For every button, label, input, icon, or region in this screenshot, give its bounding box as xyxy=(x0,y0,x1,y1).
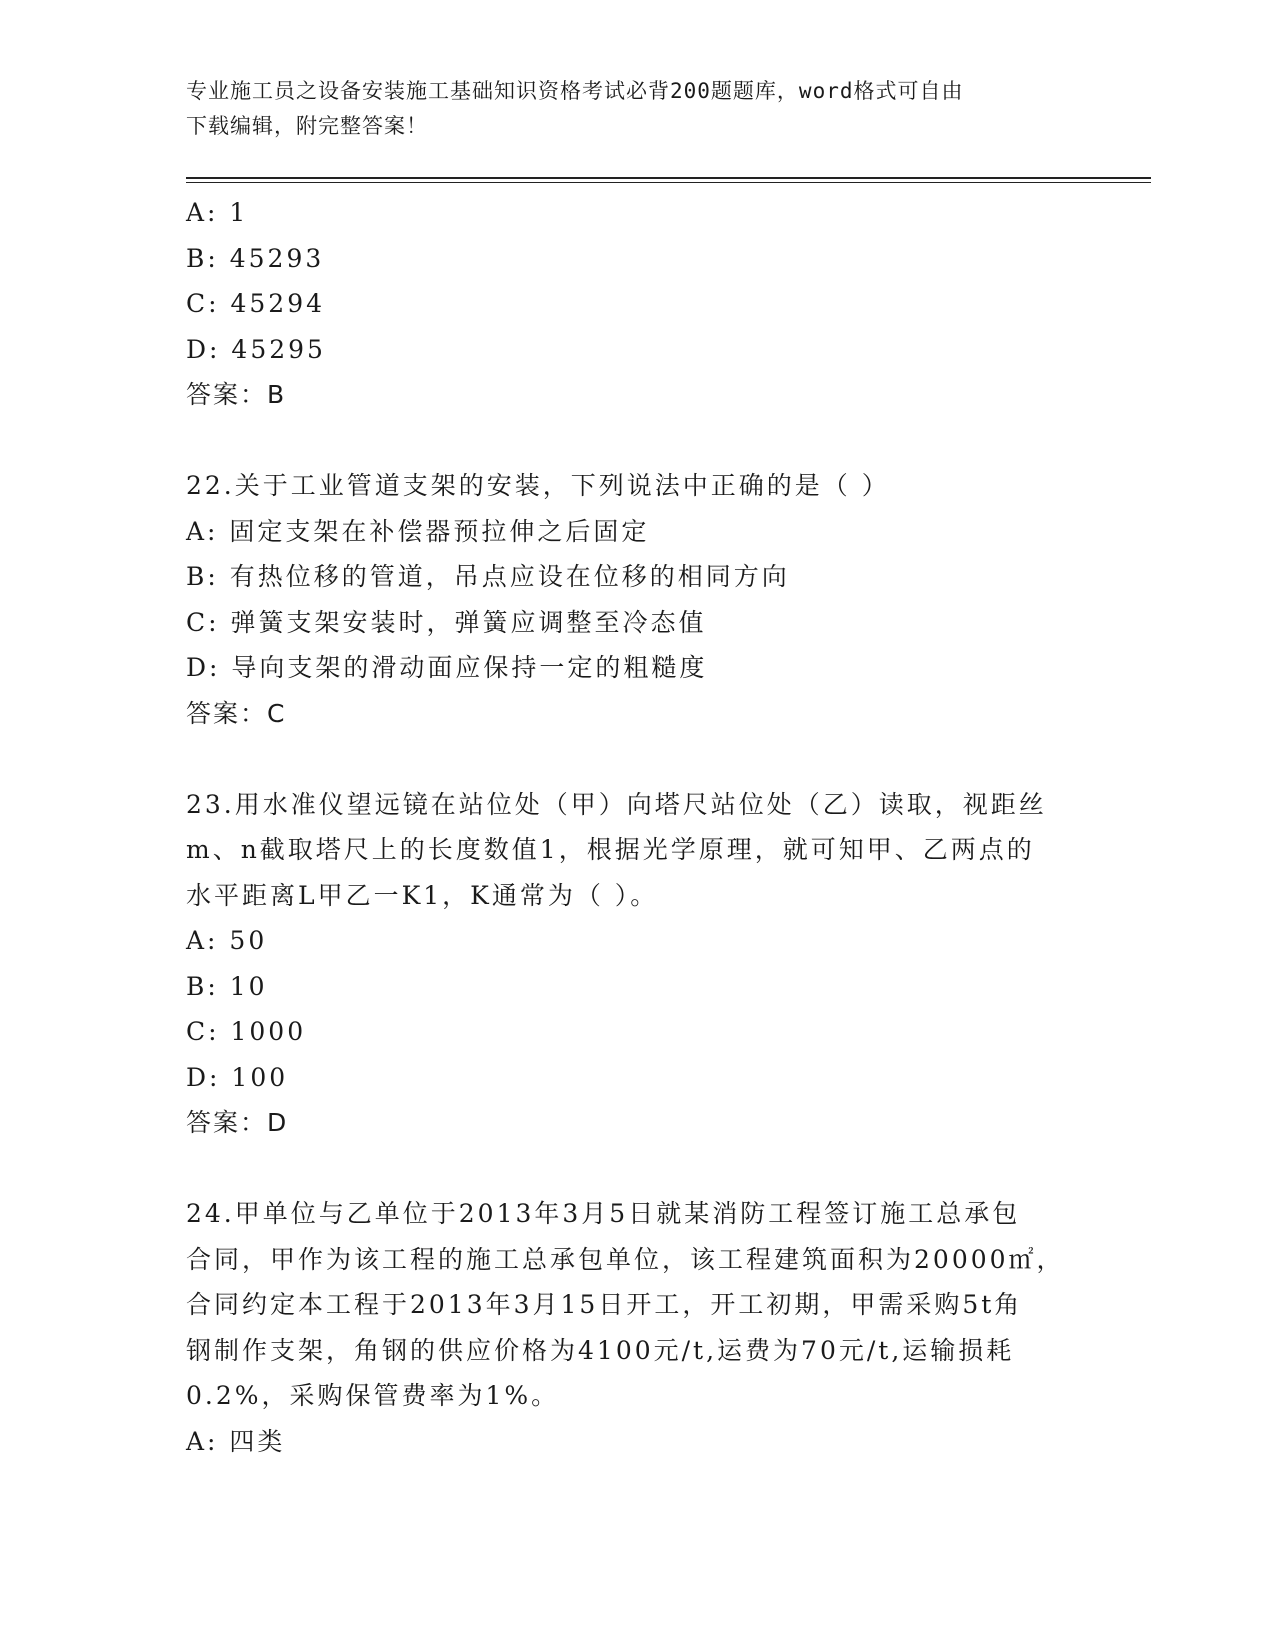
option-a: A: 50 xyxy=(186,926,268,955)
spacer xyxy=(186,736,1086,782)
question-text-line-2: 合同，甲作为该工程的施工总承包单位，该工程建筑面积为20000㎡， xyxy=(186,1244,1065,1274)
question-text-line-2: m、n截取塔尺上的长度数值1，根据光学原理，就可知甲、乙两点的 xyxy=(186,835,1035,864)
header-line-1: 专业施工员之设备安装施工基础知识资格考试必背200题题库，word格式可自由 xyxy=(186,79,964,103)
option-b: B: 有热位移的管道，吊点应设在位移的相同方向 xyxy=(186,562,790,591)
answer-line: 答案：C xyxy=(186,698,287,728)
question-22 xyxy=(186,463,1086,736)
document-header xyxy=(186,74,1066,144)
question-list xyxy=(186,190,1086,1464)
question-23 xyxy=(186,782,1086,1146)
option-a: A: 四类 xyxy=(186,1426,286,1456)
option-b: B: 10 xyxy=(186,971,268,1001)
option-c: C: 弹簧支架安装时，弹簧应调整至冷态值 xyxy=(186,607,707,637)
question-text-line-1: 24.甲单位与乙单位于2013年3月5日就某消防工程签订施工总承包 xyxy=(186,1199,1021,1228)
option-c: C: 1000 xyxy=(186,1017,307,1046)
question-text-line-5: 0.2%，采购保管费率为1%。 xyxy=(186,1381,560,1410)
question-text-line-3: 合同约定本工程于2013年3月15日开工，开工初期，甲需采购5t角 xyxy=(186,1290,1023,1319)
option-d: D: 45295 xyxy=(186,334,326,364)
question-text-line-3: 水平距离L甲乙一K1，K通常为（ ）。 xyxy=(186,880,659,910)
header-divider-thick xyxy=(186,177,1151,179)
question-text: 22.关于工业管道支架的安装，下列说法中正确的是（ ） xyxy=(186,471,890,500)
header-divider-thin xyxy=(186,182,1151,183)
question-text-line-4: 钢制作支架，角钢的供应价格为4100元/t,运费为70元/t,运输损耗 xyxy=(186,1335,1015,1365)
option-d: D: 100 xyxy=(186,1062,289,1092)
option-b: B: 45293 xyxy=(186,243,325,273)
option-c: C: 45294 xyxy=(186,289,326,318)
answer-line: 答案：D xyxy=(186,1108,289,1137)
option-a: A: 1 xyxy=(186,198,249,227)
question-21 xyxy=(186,190,1086,418)
question-24 xyxy=(186,1191,1086,1464)
header-line-2: 下载编辑，附完整答案！ xyxy=(186,114,428,138)
option-a: A: 固定支架在补偿器预拉伸之后固定 xyxy=(186,516,650,546)
option-d: D: 导向支架的滑动面应保持一定的粗糙度 xyxy=(186,653,708,682)
spacer xyxy=(186,418,1086,464)
answer-line: 答案：B xyxy=(186,380,287,409)
question-text-line-1: 23.用水准仪望远镜在站位处（甲）向塔尺站位处（乙）读取，视距丝 xyxy=(186,789,1047,819)
spacer xyxy=(186,1146,1086,1192)
